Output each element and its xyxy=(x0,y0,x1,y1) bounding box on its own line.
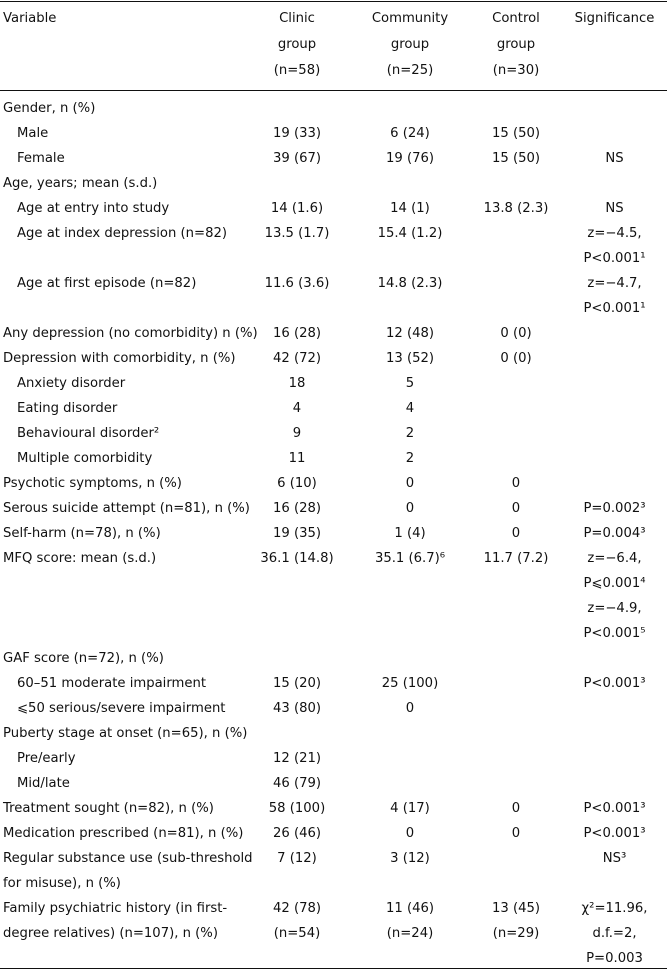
top-rule xyxy=(0,1,667,2)
cell-control: 0 xyxy=(511,826,521,841)
row-label: Mid/late xyxy=(17,776,70,791)
cell-clinic: 4 xyxy=(292,401,302,416)
cell-clinic: 43 (80) xyxy=(272,701,322,716)
cell-community: (n=24) xyxy=(386,926,434,941)
cell-clinic: 42 (72) xyxy=(272,351,322,366)
row-label: Treatment sought (n=82), n (%) xyxy=(3,801,214,816)
cell-control: 0 xyxy=(511,501,521,516)
cell-clinic: 16 (28) xyxy=(272,326,322,341)
cell-clinic: 9 xyxy=(292,426,302,441)
cell-community: 15.4 (1.2) xyxy=(377,226,443,241)
header-community-line2: group xyxy=(390,37,430,52)
cell-clinic: 18 xyxy=(288,376,306,391)
cell-significance: P<0.001³ xyxy=(583,826,646,841)
header-control-line1: Control xyxy=(492,11,540,26)
cell-community: 13 (52) xyxy=(385,351,435,366)
cell-control: 0 (0) xyxy=(500,326,532,341)
header-control-line3: (n=30) xyxy=(492,63,540,78)
cell-clinic: 11.6 (3.6) xyxy=(264,276,330,291)
cell-clinic: (n=54) xyxy=(273,926,321,941)
row-label: degree relatives) (n=107), n (%) xyxy=(3,926,218,941)
cell-significance: P<0.001⁵ xyxy=(583,626,646,641)
row-label: Any depression (no comorbidity) n (%) xyxy=(3,326,258,341)
cell-clinic: 19 (33) xyxy=(272,126,322,141)
cell-clinic: 7 (12) xyxy=(277,851,317,866)
cell-control: 0 xyxy=(511,801,521,816)
cell-significance: d.f.=2, xyxy=(592,926,637,941)
cell-community: 4 (17) xyxy=(390,801,430,816)
cell-community: 6 (24) xyxy=(390,126,430,141)
cell-significance: z=−4.5, xyxy=(587,226,642,241)
row-label: Serous suicide attempt (n=81), n (%) xyxy=(3,501,250,516)
row-label: Age at first episode (n=82) xyxy=(17,276,197,291)
cell-significance: P<0.001³ xyxy=(583,801,646,816)
cell-significance: P<0.001³ xyxy=(583,676,646,691)
cell-clinic: 12 (21) xyxy=(272,751,322,766)
cell-clinic: 58 (100) xyxy=(268,801,326,816)
cell-significance: z=−4.9, xyxy=(587,601,642,616)
header-clinic-line1: Clinic xyxy=(279,11,315,26)
cell-clinic: 15 (20) xyxy=(272,676,322,691)
cell-clinic: 16 (28) xyxy=(272,501,322,516)
cell-significance: P⩽0.001⁴ xyxy=(583,576,646,591)
cell-clinic: 14 (1.6) xyxy=(270,201,324,216)
cell-clinic: 39 (67) xyxy=(272,151,322,166)
row-label: Puberty stage at onset (n=65), n (%) xyxy=(3,726,248,741)
cell-community: 0 xyxy=(405,501,415,516)
header-community-line3: (n=25) xyxy=(386,63,434,78)
cell-significance: NS xyxy=(605,151,624,166)
row-label: Regular substance use (sub-threshold xyxy=(3,851,253,866)
row-label: Pre/early xyxy=(17,751,76,766)
row-label: Age at index depression (n=82) xyxy=(17,226,228,241)
cell-clinic: 26 (46) xyxy=(272,826,322,841)
header-community-line1: Community xyxy=(371,11,449,26)
cell-community: 11 (46) xyxy=(385,901,435,916)
cell-community: 12 (48) xyxy=(385,326,435,341)
cell-clinic: 36.1 (14.8) xyxy=(260,551,334,566)
cell-clinic: 6 (10) xyxy=(277,476,317,491)
row-label: MFQ score: mean (s.d.) xyxy=(3,551,157,566)
cell-community: 25 (100) xyxy=(381,676,439,691)
row-label: Age, years; mean (s.d.) xyxy=(3,176,158,191)
cell-control: 0 xyxy=(511,526,521,541)
cell-control: 13.8 (2.3) xyxy=(483,201,549,216)
header-clinic-line2: group xyxy=(277,37,317,52)
cell-community: 14.8 (2.3) xyxy=(377,276,443,291)
cell-significance: P=0.004³ xyxy=(583,526,646,541)
row-label: ⩽50 serious/severe impairment xyxy=(17,701,226,716)
cell-control: 0 (0) xyxy=(500,351,532,366)
cell-control: 11.7 (7.2) xyxy=(483,551,549,566)
cell-significance: z=−6.4, xyxy=(587,551,642,566)
cell-community: 0 xyxy=(405,701,415,716)
cell-control: 15 (50) xyxy=(491,151,541,166)
cell-community: 2 xyxy=(405,426,415,441)
header-control-line2: group xyxy=(496,37,536,52)
cell-community: 2 xyxy=(405,451,415,466)
row-label: Gender, n (%) xyxy=(3,101,96,116)
cell-clinic: 11 xyxy=(288,451,306,466)
row-label: Psychotic symptoms, n (%) xyxy=(3,476,182,491)
row-label: GAF score (n=72), n (%) xyxy=(3,651,164,666)
row-label: Eating disorder xyxy=(17,401,118,416)
cell-control: 15 (50) xyxy=(491,126,541,141)
cell-community: 19 (76) xyxy=(385,151,435,166)
cell-community: 5 xyxy=(405,376,415,391)
cell-community: 14 (1) xyxy=(390,201,430,216)
cell-significance: P<0.001¹ xyxy=(583,251,646,266)
row-label: Multiple comorbidity xyxy=(17,451,153,466)
cell-significance: P=0.002³ xyxy=(583,501,646,516)
row-label: Age at entry into study xyxy=(17,201,170,216)
row-label: Female xyxy=(17,151,65,166)
cell-significance: P<0.001¹ xyxy=(583,301,646,316)
cell-community: 4 xyxy=(405,401,415,416)
cell-clinic: 46 (79) xyxy=(272,776,322,791)
header-significance: Significance xyxy=(574,11,655,26)
cell-significance: NS xyxy=(605,201,624,216)
cell-control: 0 xyxy=(511,476,521,491)
header-variable: Variable xyxy=(3,11,57,26)
cell-clinic: 42 (78) xyxy=(272,901,322,916)
cell-community: 35.1 (6.7)⁶ xyxy=(374,551,446,566)
cell-community: 0 xyxy=(405,826,415,841)
row-label: Behavioural disorder² xyxy=(17,426,160,441)
cell-community: 0 xyxy=(405,476,415,491)
cell-clinic: 13.5 (1.7) xyxy=(264,226,330,241)
cell-significance: χ²=11.96, xyxy=(581,901,648,916)
cell-clinic: 19 (35) xyxy=(272,526,322,541)
cell-community: 1 (4) xyxy=(394,526,426,541)
cell-significance: P=0.003 xyxy=(586,951,643,966)
cell-community: 3 (12) xyxy=(390,851,430,866)
header-rule xyxy=(0,90,667,91)
row-label: Self-harm (n=78), n (%) xyxy=(3,526,161,541)
row-label: Anxiety disorder xyxy=(17,376,126,391)
cell-control: 13 (45) xyxy=(491,901,541,916)
row-label: for misuse), n (%) xyxy=(3,876,121,891)
row-label: Male xyxy=(17,126,49,141)
cell-control: (n=29) xyxy=(492,926,540,941)
row-label: Family psychiatric history (in first- xyxy=(3,901,228,916)
row-label: Depression with comorbidity, n (%) xyxy=(3,351,236,366)
row-label: 60–51 moderate impairment xyxy=(17,676,207,691)
cell-significance: z=−4.7, xyxy=(587,276,642,291)
row-label: Medication prescribed (n=81), n (%) xyxy=(3,826,244,841)
cell-significance: NS³ xyxy=(602,851,627,866)
header-clinic-line3: (n=58) xyxy=(273,63,321,78)
bottom-rule xyxy=(0,968,667,969)
